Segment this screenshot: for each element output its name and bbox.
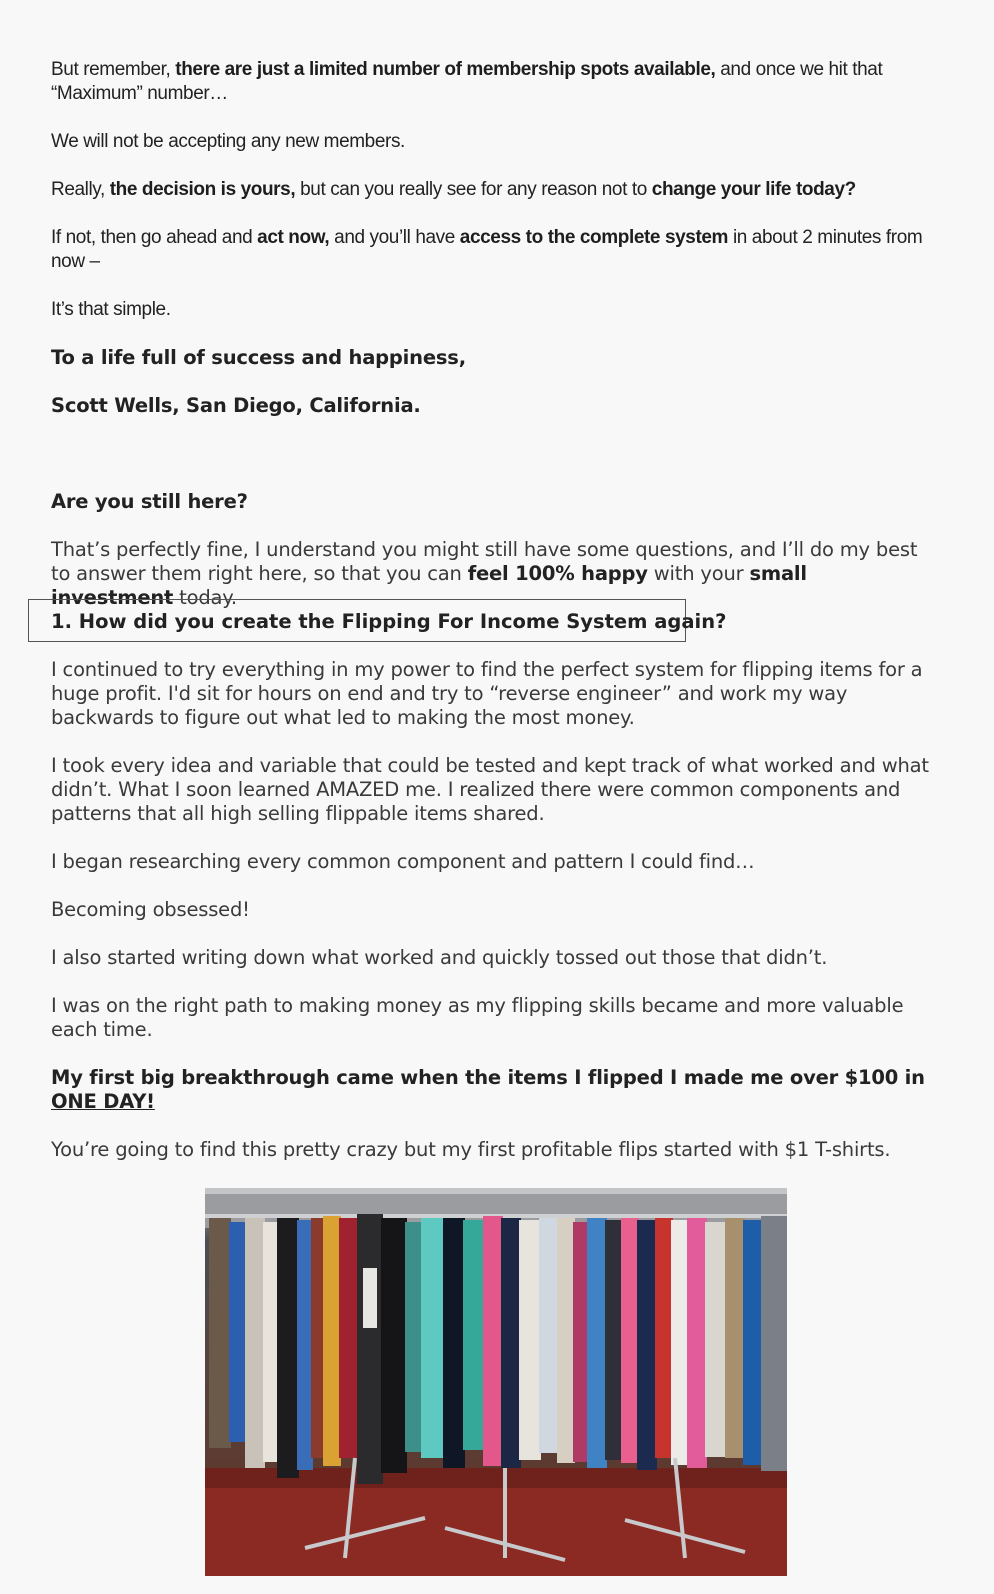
text: today. [173,586,237,609]
text: in about 2 minutes from now – [51,227,923,272]
obsessed-paragraph: Becoming obsessed! [51,898,250,921]
text: and you’ll have [329,227,460,248]
limited-spots-paragraph [51,58,931,106]
t-shirts-paragraph: You’re going to find this pretty crazy but my first profitable flips started with $1 T-shirts. [51,1138,891,1161]
reverse-engineer-paragraph: I continued to try everything in my power to find the perfect system for flipping items for a huge profit. I'd sit for hours on end and try to “reverse engineer” and work my way backwards to figure out what led to making the most money. [51,658,923,729]
text: but can you really see for any reason not to [295,179,652,200]
no-new-members-paragraph: We will not be accepting any new members. [51,131,405,152]
act-now-paragraph [51,226,931,274]
still-here-heading: Are you still here? [51,490,248,513]
right-path-paragraph: I was on the right path to making money as my flipping skills became and more valuable each time. [51,994,904,1041]
text: But remember, [51,59,176,80]
author-signature: Scott Wells, San Diego, California. [51,394,421,417]
emphasis: there are just a limited number of membership spots available, [175,59,716,80]
emphasis: the decision is yours, [109,179,296,200]
simple-paragraph: It’s that simple. [51,299,171,320]
writing-down-paragraph: I also started writing down what worked and quickly tossed out those that didn’t. [51,946,828,969]
text: with your [647,562,750,585]
researching-paragraph: I began researching every common component and pattern I could find… [51,850,755,873]
breakthrough-paragraph [51,1066,931,1114]
emphasis: small investment [51,562,807,609]
text: If not, then go ahead and [51,227,258,248]
emphasis: act now, [257,227,330,248]
text: and once we hit that “Maximum” number… [51,59,883,104]
clothing-rack-illustration [205,1188,787,1576]
text: That’s perfectly fine, I understand you might still have some questions, and I’ll do my best to answer them right here, so that you can [51,538,918,585]
text: Really, [51,179,110,200]
emphasis: feel 100% happy [467,562,648,585]
decision-paragraph [51,178,931,202]
text: My first big breakthrough came when the items I flipped I made me over $100 in [51,1066,925,1089]
clothing-rack-photo [205,1188,787,1576]
emphasis: access to the complete system [459,227,729,248]
faq-question-1: 1. How did you create the Flipping For Income System again? [51,610,727,633]
signoff-line: To a life full of success and happiness, [51,346,466,369]
underlined-emphasis: ONE DAY! [51,1090,155,1113]
tested-ideas-paragraph: I took every idea and variable that could be tested and kept track of what worked and what didn’t. What I soon learned AMAZED me. I realized there were common components and patterns that all high selling flippable items shared. [51,754,929,825]
emphasis: change your life today? [651,179,856,200]
